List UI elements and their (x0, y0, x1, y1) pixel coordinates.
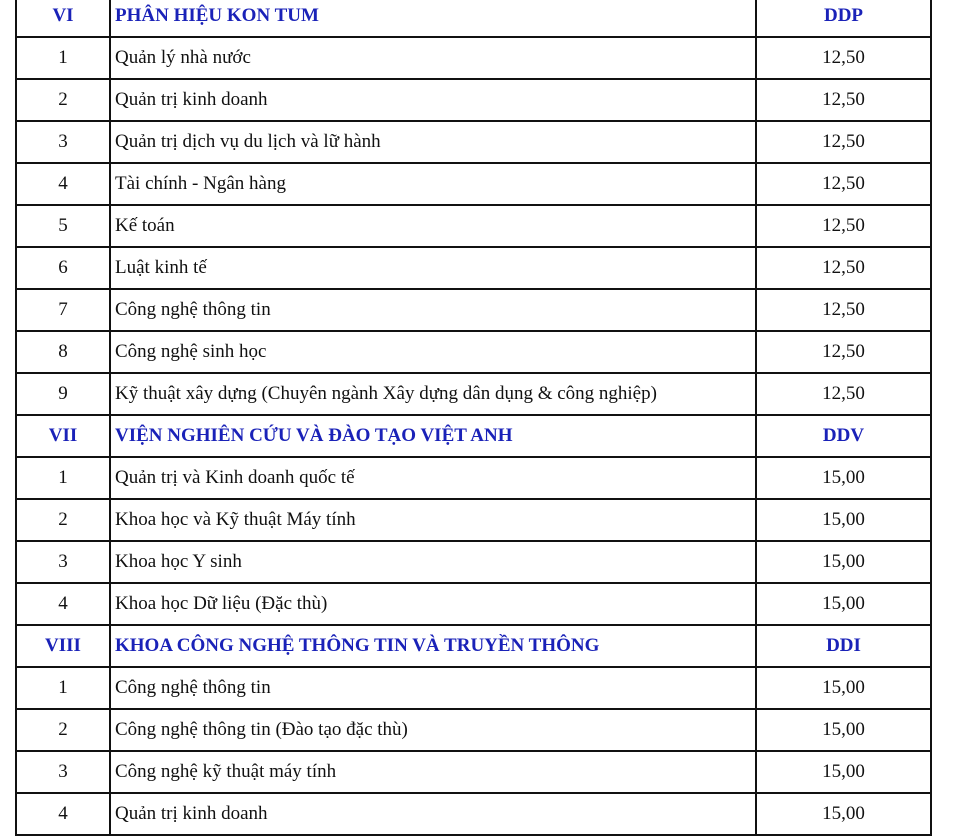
row-number: 8 (16, 331, 110, 373)
major-name: Công nghệ kỹ thuật máy tính (110, 751, 756, 793)
row-number: 2 (16, 709, 110, 751)
section-header-row (16, 0, 931, 37)
major-name: Công nghệ thông tin (Đào tạo đặc thù) (110, 709, 756, 751)
section-header-row (16, 625, 931, 667)
major-name: Công nghệ sinh học (110, 331, 756, 373)
admission-score-table (15, 0, 932, 836)
section-code: DDV (756, 415, 931, 457)
major-name: Khoa học và Kỹ thuật Máy tính (110, 499, 756, 541)
table-row (16, 331, 931, 373)
section-title: KHOA CÔNG NGHỆ THÔNG TIN VÀ TRUYỀN THÔNG (110, 625, 756, 667)
major-name: Công nghệ thông tin (110, 667, 756, 709)
admission-score: 15,00 (756, 667, 931, 709)
admission-score: 15,00 (756, 583, 931, 625)
table-row (16, 373, 931, 415)
row-number: 6 (16, 247, 110, 289)
row-number: 4 (16, 583, 110, 625)
row-number: 2 (16, 499, 110, 541)
table-row (16, 793, 931, 835)
row-number: 3 (16, 541, 110, 583)
admission-score: 12,50 (756, 331, 931, 373)
table-row (16, 499, 931, 541)
table-row (16, 541, 931, 583)
admission-score: 12,50 (756, 79, 931, 121)
row-number: 4 (16, 793, 110, 835)
table-row (16, 289, 931, 331)
table-row (16, 121, 931, 163)
section-code: DDP (756, 0, 931, 37)
row-number: 4 (16, 163, 110, 205)
row-number: 7 (16, 289, 110, 331)
major-name: Kỹ thuật xây dựng (Chuyên ngành Xây dựng dân dụng & công nghiệp) (110, 373, 756, 415)
admission-score: 15,00 (756, 709, 931, 751)
row-number: 1 (16, 667, 110, 709)
row-number: 5 (16, 205, 110, 247)
table-row (16, 247, 931, 289)
admission-score: 15,00 (756, 793, 931, 835)
major-name: Quản trị kinh doanh (110, 79, 756, 121)
admission-score: 15,00 (756, 499, 931, 541)
table-row (16, 79, 931, 121)
major-name: Quản lý nhà nước (110, 37, 756, 79)
admission-score: 15,00 (756, 541, 931, 583)
row-number: 3 (16, 751, 110, 793)
admission-score: 12,50 (756, 373, 931, 415)
row-number: 3 (16, 121, 110, 163)
admission-score: 12,50 (756, 289, 931, 331)
admission-score: 15,00 (756, 457, 931, 499)
major-name: Quản trị dịch vụ du lịch và lữ hành (110, 121, 756, 163)
table-row (16, 667, 931, 709)
table-row (16, 457, 931, 499)
section-title: PHÂN HIỆU KON TUM (110, 0, 756, 37)
section-number: VII (16, 415, 110, 457)
major-name: Khoa học Y sinh (110, 541, 756, 583)
section-header-row (16, 415, 931, 457)
row-number: 1 (16, 457, 110, 499)
row-number: 2 (16, 79, 110, 121)
admission-score: 12,50 (756, 121, 931, 163)
table-row (16, 163, 931, 205)
major-name: Quản trị kinh doanh (110, 793, 756, 835)
section-code: DDI (756, 625, 931, 667)
section-title: VIỆN NGHIÊN CỨU VÀ ĐÀO TẠO VIỆT ANH (110, 415, 756, 457)
section-number: VI (16, 0, 110, 37)
table-row (16, 751, 931, 793)
table-row (16, 583, 931, 625)
row-number: 1 (16, 37, 110, 79)
admission-score: 15,00 (756, 751, 931, 793)
admission-score: 12,50 (756, 163, 931, 205)
table-row (16, 37, 931, 79)
admission-score: 12,50 (756, 247, 931, 289)
row-number: 9 (16, 373, 110, 415)
major-name: Luật kinh tế (110, 247, 756, 289)
major-name: Công nghệ thông tin (110, 289, 756, 331)
table-row (16, 709, 931, 751)
admission-score: 12,50 (756, 205, 931, 247)
major-name: Khoa học Dữ liệu (Đặc thù) (110, 583, 756, 625)
major-name: Tài chính - Ngân hàng (110, 163, 756, 205)
table-row (16, 205, 931, 247)
major-name: Quản trị và Kinh doanh quốc tế (110, 457, 756, 499)
major-name: Kế toán (110, 205, 756, 247)
admission-score: 12,50 (756, 37, 931, 79)
section-number: VIII (16, 625, 110, 667)
